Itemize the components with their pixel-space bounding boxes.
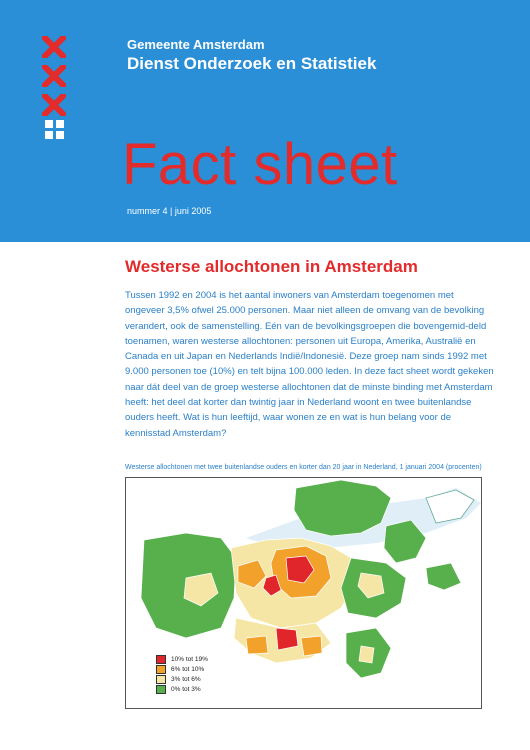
figure-caption: Westerse allochtonen met twee buitenlandse ouders en korter dan 20 jaar in Nederland, 1 januari 2004 (procenten) [125,464,482,471]
grid-squares-icon [45,120,65,142]
article-title: Westerse allochtonen in Amsterdam [125,257,418,276]
legend-item [156,664,208,674]
x-icon [42,36,66,58]
legend-item [156,654,208,664]
legend-item [156,684,208,694]
legend-label: 0% tot 3% [171,685,201,693]
legend-item [156,674,208,684]
header-band [0,0,530,242]
map-figure [125,477,482,709]
legend-swatch [156,685,166,694]
issue-info: nummer 4 | juni 2005 [127,206,212,216]
legend-label: 6% tot 10% [171,665,205,673]
legend-swatch [156,655,166,664]
legend-label: 10% tot 19% [171,655,208,663]
legend-swatch [156,675,166,684]
document-type-title: Fact sheet [122,132,398,197]
map-legend [156,654,208,694]
legend-label: 3% tot 6% [171,675,201,683]
article-body: Tussen 1992 en 2004 is het aantal inwoners van Amsterdam toegenomen met ongeveer 3,5% ofwel 25.000 personen. Maar niet alleen de omvang van de bevolking verandert, ook de samenstelling. Eén van de bevolkingsgroepen die bovengemid-deld toenamen, waren westerse allochtonen: personen uit Europa, Amerika, Australië en Canada en uit Japan en Nederlands Indië/Indonesië. Deze groep nam sinds 1992 met 9.000 personen toe (10%) en telt bijna 100.000 leden. In deze fact sheet wordt gekeken naar dát deel van de groep westerse allochtonen dat de minste binding met Amsterdam heeft: het deel dat korter dan twintig jaar in Nederland woont en twee buitenlandse ouders heeft. Wat is hun leeftijd, waar wonen ze en wat is hun belang voor de kennisstad Amsterdam? [125,290,494,439]
x-icon [42,65,66,87]
org-name: Gemeente Amsterdam [127,37,265,52]
x-icon [42,94,66,116]
department-name: Dienst Onderzoek en Statistiek [127,54,377,73]
legend-swatch [156,665,166,674]
